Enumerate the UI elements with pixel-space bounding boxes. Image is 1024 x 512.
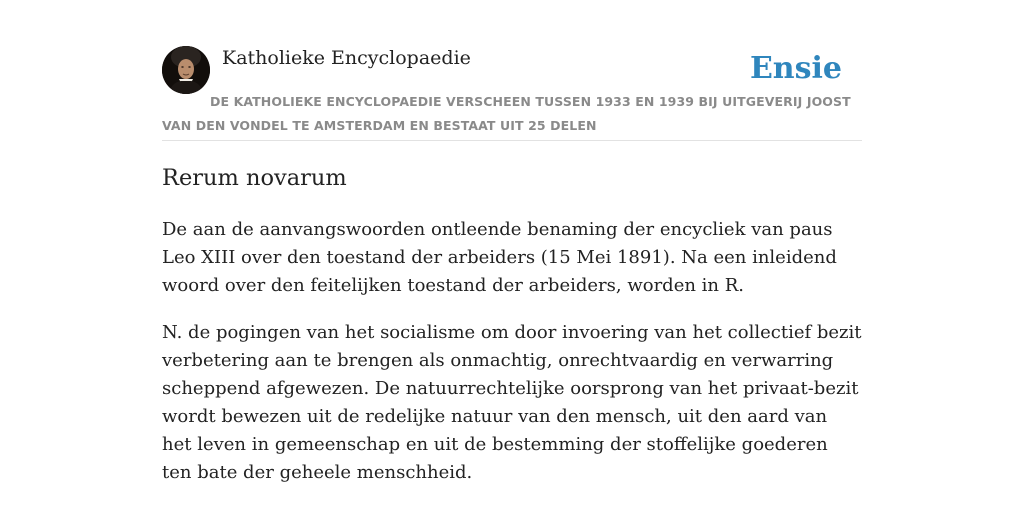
site-header [162, 46, 862, 141]
site-title[interactable]: Katholieke Encyclopaedie [222, 47, 471, 69]
portrait-avatar-icon[interactable] [162, 46, 210, 94]
article-title: Rerum novarum [162, 165, 347, 191]
site-tagline: DE KATHOLIEKE ENCYCLOPAEDIE VERSCHEEN TUSSEN 1933 EN 1939 BIJ UITGEVERIJ JOOST VAN DEN VONDEL TE AMSTERDAM EN BESTAAT UIT 25 DELEN [162, 94, 851, 133]
article-paragraph: N. de pogingen van het socialisme om door invoering van het collectief bezit verbetering aan te brengen als onmachtig, onrechtvaardig en verwarring scheppend afgewezen. De natuurrechtelijke oorsprong van het privaat-bezit wordt bewezen uit de redelijke natuur van den mensch, uit den aard van het leven in gemeenschap en uit de bestemming der stoffelijke goederen ten bate der geheele menschheid. [162, 322, 862, 483]
article-paragraph: De aan de aanvangswoorden ontleende benaming der encycliek van paus Leo XIII over den toestand der arbeiders (15 Mei 1891). Na een inleidend woord over den feitelijken toestand der arbeiders, worden in R. [162, 219, 837, 296]
article [162, 160, 862, 487]
ensie-logo-link[interactable]: Ensie [749, 51, 842, 86]
